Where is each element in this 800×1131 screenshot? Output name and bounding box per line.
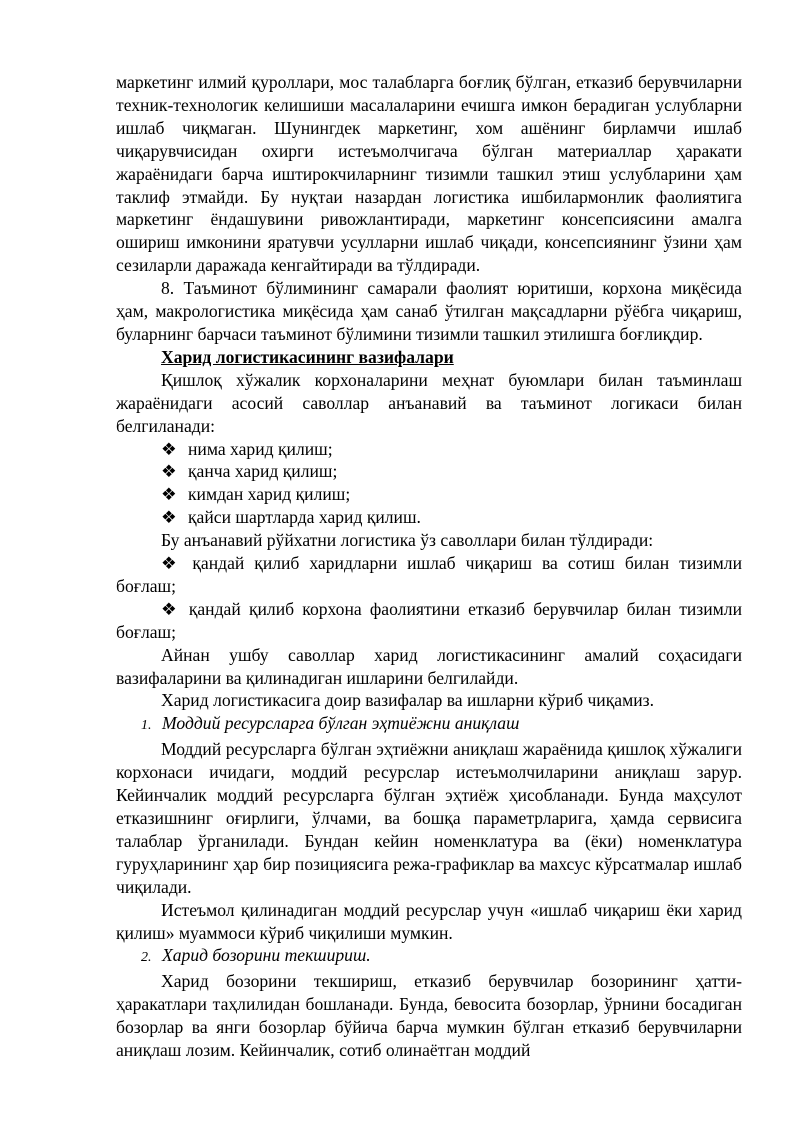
- paragraph-tasks: Айнан ушбу саволлар харид логистикасининг амалий соҳасидаги вазифаларини ва қилинадиган ишларини белгилайди.: [116, 644, 742, 688]
- subheading-number: 2.: [141, 950, 152, 966]
- paragraph-needs: Моддий ресурсларга бўлган эҳтиёжни аниқлаш жараёнида қишлоқ хўжалиги корхонаси ичидаги, моддий ресурслар истеъмолчиларини аниқлаш зарур. Кейинчалик моддий ресурсларга бўлган эҳтиёж ҳисобланади. Бунда маҳсулот етказишнинг оғирлиги, ўлчами, ва бошқа параметрларига, ҳамда сервисига талаблар ўрганилади. Бундан кейин номенклатура ва (ёки) номенклатура гуруҳларининг ҳар бир позициясига режа-графиклар ва махсус кўрсатмалар ишлаб чиқилади.: [116, 739, 742, 897]
- paragraph-intro: Қишлоқ хўжалик корхоналарини меҳнат буюмлари билан таъминлаш жараёнидаги асосий саволлар анъанавий ва таъминот логикаси билан белгиланади:: [116, 369, 742, 436]
- list-item: ❖ қайси шартларда харид қилиш.: [161, 507, 421, 528]
- paragraph-8: [116, 277, 742, 346]
- diamond-bullet-icon: ❖: [161, 507, 177, 528]
- subheading-1: 1. Моддий ресурсларга бўлган эҳтиёжни аниқлаш: [116, 712, 742, 738]
- diamond-bullet-icon: ❖: [161, 598, 181, 619]
- list-item: ❖ қандай қилиб харидларни ишлаб чиқариш ва сотиш билан тизимли боғлаш;: [116, 553, 742, 596]
- diamond-bullet-icon: ❖: [161, 438, 177, 459]
- paragraph-1: маркетинг илмий қуроллари, мос талабларга боғлиқ бўлган, етказиб берувчиларни техник-технологик келишиши масалаларини ечишга имкон берадиган услубларни ишлаб чиқмаган. Шунингдек маркетинг, хом ашёнинг бирламчи ишлаб чиқарувчисидан охирги истеъмолчигача бўлган материаллар ҳаракати жараёнидаги барча иштирокчиларнинг тизимли ташкил этиш услубларини ҳам таклиф этмайди. Бу нуқтаи назардан логистика ишбилармонлик фаолиятига маркетинг ёндашувини ривожлантиради, маркетинг консепсиясини амалга ошириш имконини яратувчи усулларни ишлаб чиқади, консепсиянинг ўзини ҳам сезиларли даражада кенгайтиради ва тўлдиради.: [116, 72, 742, 276]
- paragraph-logistics-questions: Бу анъанавий рўйхатни логистика ўз саволлари билан тўлдиради:: [161, 530, 654, 551]
- paragraph-review: Харид логистикасига доир вазифалар ва ишларни кўриб чиқамиз.: [161, 690, 654, 711]
- list-number: 8.: [161, 278, 175, 299]
- paragraph-8-text: Таъминот бўлимининг самарали фаолият юритиши, корхона миқёсида ҳам, макрологистика миқёсида ҳам санаб ўтилган мақсадларни рўёбга чиқариш, буларнинг барчаси таъминот бўлимини тизимли ташкил этилишга боғлиқдир.: [116, 278, 742, 344]
- list-item: ❖ қанча харид қилиш;: [161, 461, 338, 482]
- subheading-2: 2. Харид бозорини текшириш.: [116, 944, 742, 970]
- diamond-bullet-icon: ❖: [161, 461, 177, 482]
- list-item: ❖ кимдан харид қилиш;: [161, 484, 351, 505]
- document-page: [116, 71, 742, 1062]
- diamond-bullet-icon: ❖: [161, 553, 183, 574]
- paragraph-make-or-buy: Истеъмол қилинадиган моддий ресурслар учун «ишлаб чиқариш ёки харид қилиш» муаммоси кўриб чиқилиши мумкин.: [116, 899, 742, 943]
- paragraph-market-research: Харид бозорини текшириш, етказиб берувчилар бозорининг ҳатти-ҳаракатлари таҳлилидан бошланади. Бунда, бевосита бозорлар, ўрнини босадиган бозорлар ва янги бозорлар бўйича барча мумкин бўлган етказиб берувчиларни аниқлаш лозим. Кейинчалик, сотиб олинаётган моддий: [116, 971, 742, 1061]
- section-heading: Харид логистикасининг вазифалари: [161, 346, 454, 367]
- bullet-list-1: [116, 438, 742, 530]
- list-item: ❖ қандай қилиб корхона фаолиятини етказиб берувчилар билан тизимли боғлаш;: [116, 598, 742, 642]
- diamond-bullet-icon: ❖: [161, 484, 177, 505]
- list-item: ❖ нима харид қилиш;: [161, 438, 333, 459]
- subheading-number: 1.: [141, 718, 152, 734]
